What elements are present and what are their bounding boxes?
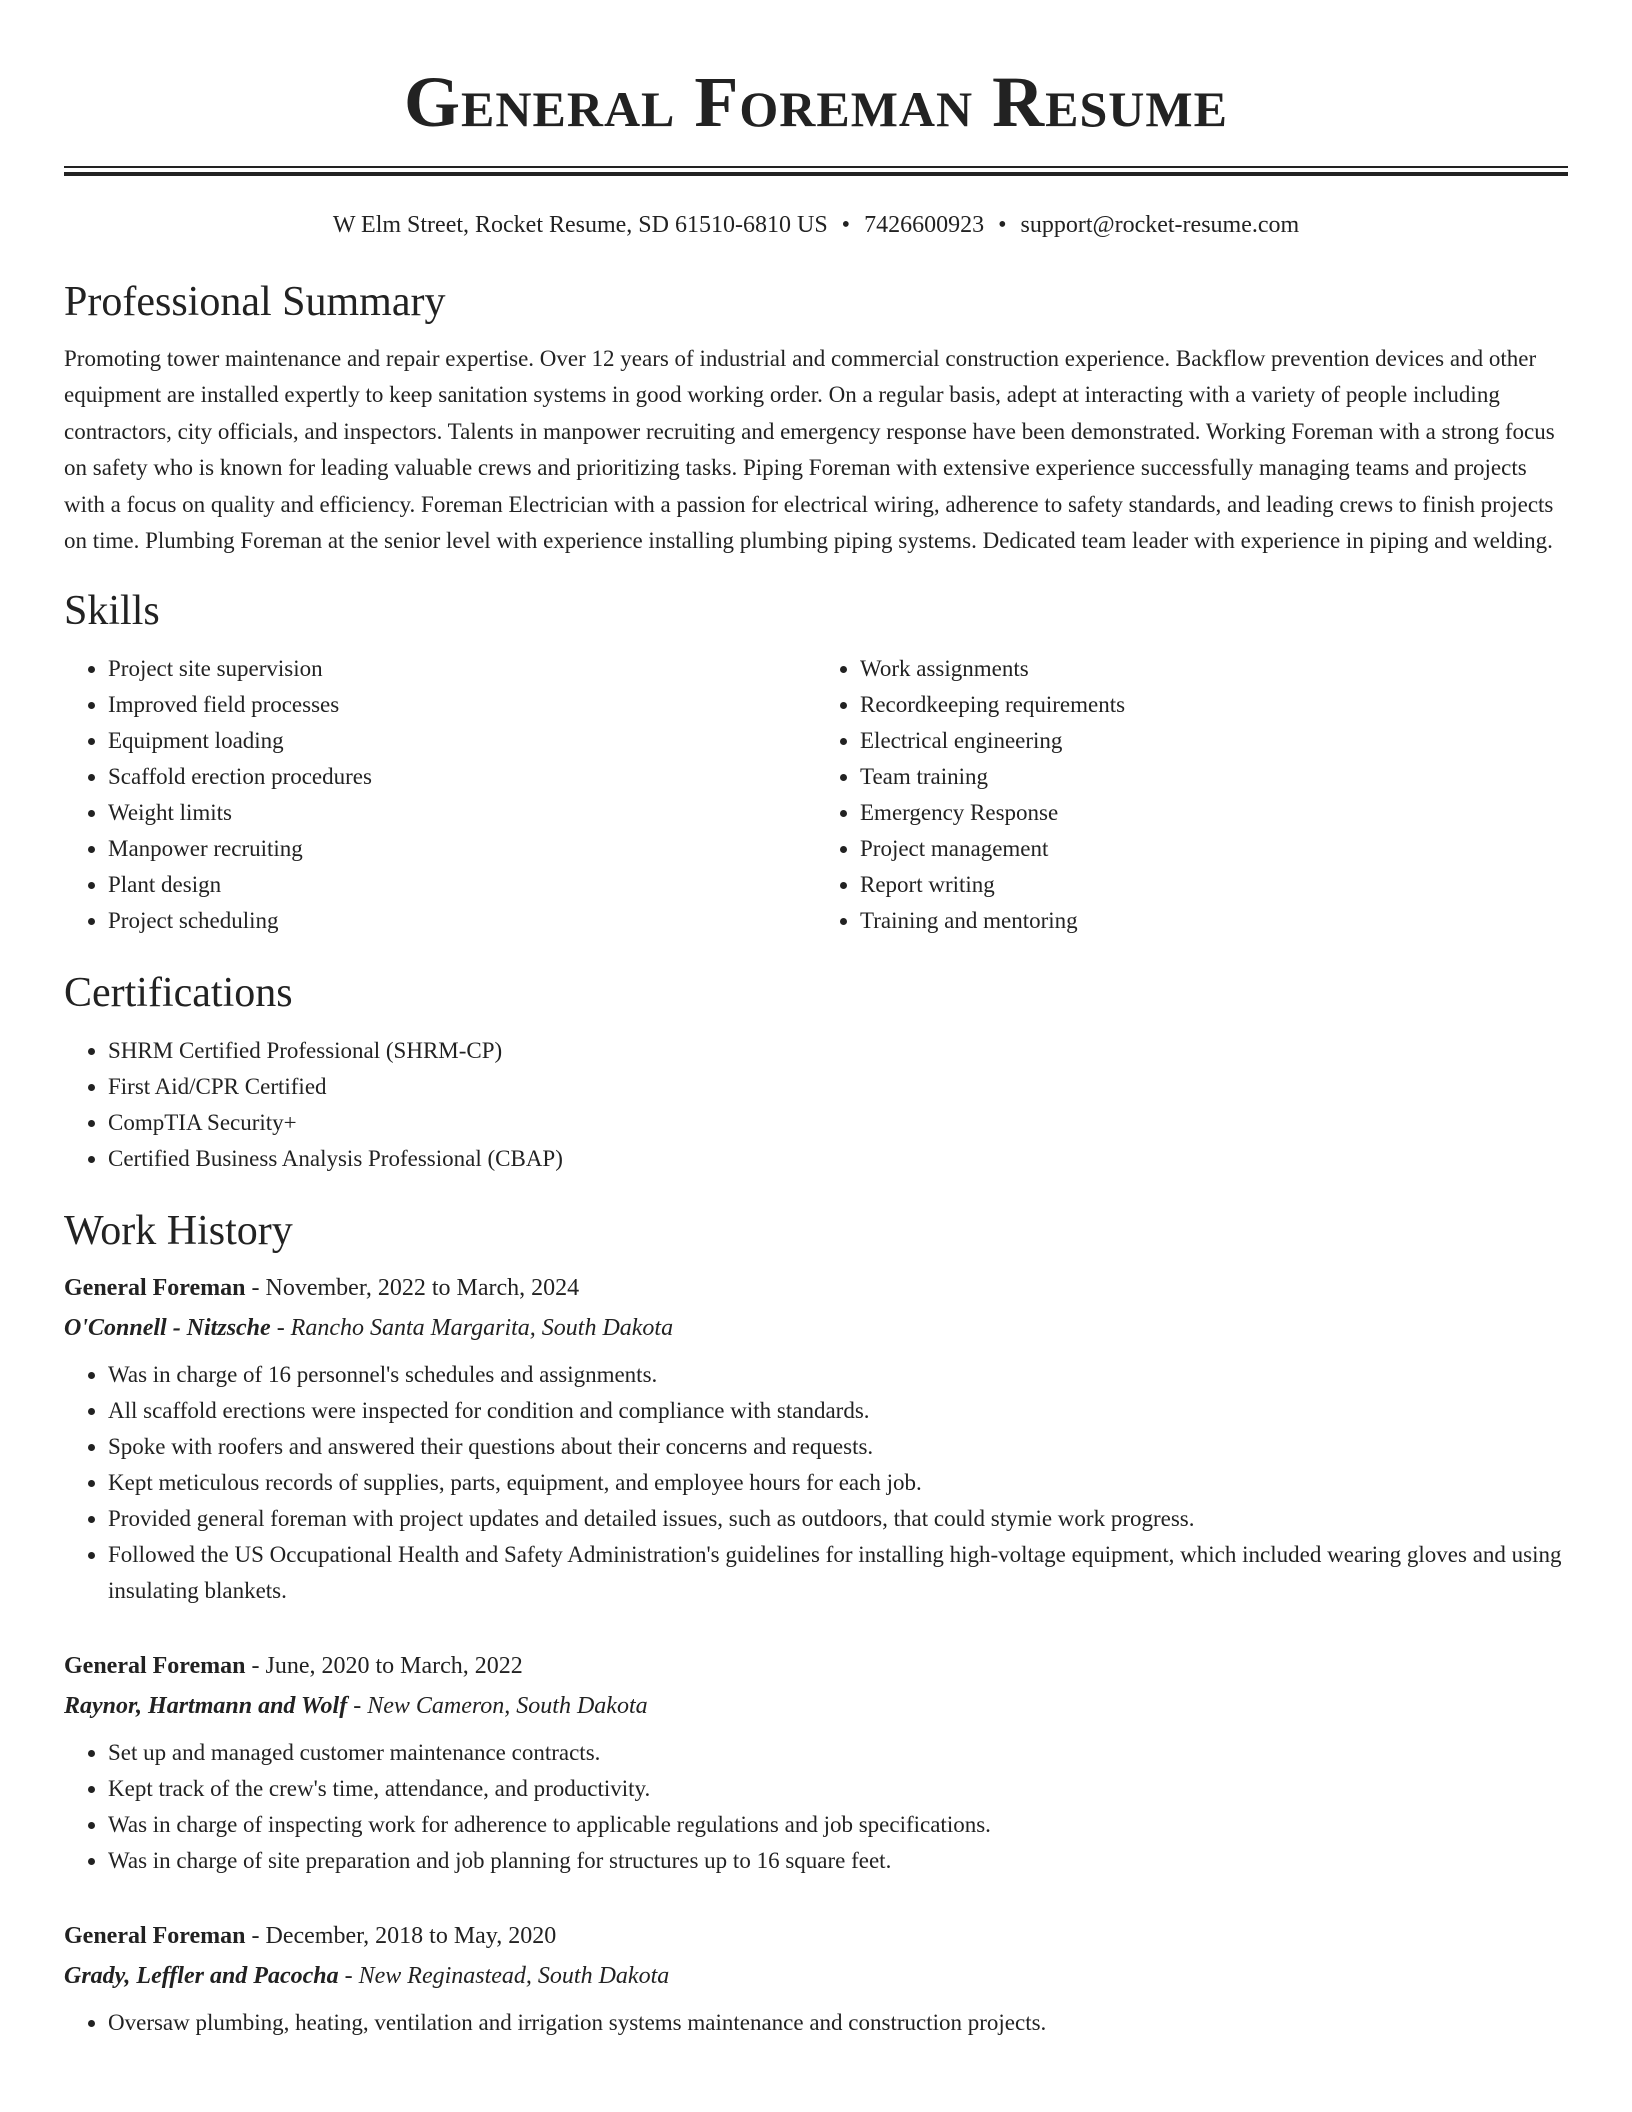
job-entry: [64, 1649, 1568, 1879]
job-location: - New Cameron, South Dakota: [347, 1693, 648, 1720]
resume-page: [64, 0, 1568, 2041]
job-title-line: [64, 1919, 1568, 1953]
skill-item: • Emergency Response: [860, 795, 1568, 831]
skill-item: • Project management: [860, 831, 1568, 867]
contact-line: [64, 210, 1568, 240]
skill-item: • Scaffold erection procedures: [108, 759, 816, 795]
certifications-list: [64, 1033, 1568, 1177]
skill-item: • Plant design: [108, 867, 816, 903]
job-duty-item: • Spoke with roofers and answered their questions about their concerns and requests.: [108, 1429, 1568, 1465]
summary-text: Promoting tower maintenance and repair expertise. Over 12 years of industrial and commercial construction experience. Backflow prevention devices and other equipment are installed expertly to keep sanitation systems in good working order. On a regular basis, adept at interacting with a variety of people including contractors, city officials, and inspectors. Talents in manpower recruiting and emergency response have been demonstrated. Working Foreman with a strong focus on safety who is known for leading valuable crews and prioritizing tasks. Piping Foreman with extensive experience successfully managing teams and projects with a focus on quality and efficiency. Foreman Electrician with a passion for electrical wiring, adherence to safety standards, and leading crews to finish projects on time. Plumbing Foreman at the senior level with experience installing plumbing piping systems. Dedicated team leader with experience in piping and welding.: [64, 346, 1555, 554]
resume-title: General Foreman Resume: [404, 62, 1228, 142]
work-history-section: [64, 1207, 1568, 2041]
job-duty-item: • Set up and managed customer maintenance contracts.: [108, 1735, 1568, 1771]
job-company: O'Connell - Nitzsche: [64, 1315, 271, 1342]
job-company-line: [64, 1959, 1568, 1993]
title-divider: [64, 166, 1568, 176]
job-entry: [64, 1271, 1568, 1609]
skill-item: • Equipment loading: [108, 723, 816, 759]
contact-email: support@rocket-resume.com: [1020, 212, 1300, 238]
skill-item: • Project site supervision: [108, 651, 816, 687]
job-title-line: [64, 1649, 1568, 1683]
skill-item: • Team training: [860, 759, 1568, 795]
skill-item: • Report writing: [860, 867, 1568, 903]
skill-item: • Training and mentoring: [860, 903, 1568, 939]
job-duty-item: • Followed the US Occupational Health and Safety Administration's guidelines for installing high-voltage equipment, which included wearing gloves and using insulating blankets.: [108, 1537, 1568, 1609]
job-duties-list: [64, 1735, 1568, 1879]
job-location: - New Reginastead, South Dakota: [338, 1963, 670, 1990]
summary-heading: Professional Summary: [64, 279, 446, 325]
skill-item: • Improved field processes: [108, 687, 816, 723]
job-duty-item: • Was in charge of inspecting work for adherence to applicable regulations and job specifications.: [108, 1807, 1568, 1843]
job-title-line: [64, 1271, 1568, 1305]
job-duty-item: • Provided general foreman with project updates and detailed issues, such as outdoors, that could stymie work progress.: [108, 1501, 1568, 1537]
job-duties-list: [64, 2005, 1568, 2041]
job-dates: - November, 2022 to March, 2024: [245, 1275, 580, 1302]
skills-heading: Skills: [64, 588, 160, 635]
job-duty-item: • Was in charge of 16 personnel's schedules and assignments.: [108, 1357, 1568, 1393]
job-duties-list: [64, 1357, 1568, 1609]
job-company-line: [64, 1311, 1568, 1345]
contact-address: W Elm Street, Rocket Resume, SD 61510-6810 US: [332, 212, 828, 238]
certification-item: • First Aid/CPR Certified: [108, 1069, 1568, 1105]
skill-item: • Weight limits: [108, 795, 816, 831]
summary-section: [64, 278, 1568, 559]
job-role: General Foreman: [64, 1923, 246, 1950]
job-company: Raynor, Hartmann and Wolf: [64, 1693, 348, 1720]
job-duty-item: • Was in charge of site preparation and job planning for structures up to 16 square feet.: [108, 1843, 1568, 1879]
job-location: - Rancho Santa Margarita, South Dakota: [270, 1315, 674, 1342]
skill-item: • Recordkeeping requirements: [860, 687, 1568, 723]
skill-item: • Manpower recruiting: [108, 831, 816, 867]
skills-columns: [64, 651, 1568, 939]
job-duty-item: • All scaffold erections were inspected for condition and compliance with standards.: [108, 1393, 1568, 1429]
job-dates: - June, 2020 to March, 2022: [245, 1653, 523, 1680]
job-company-line: [64, 1689, 1568, 1723]
certifications-section: [64, 969, 1568, 1177]
job-duty-item: • Oversaw plumbing, heating, ventilation and irrigation systems maintenance and construction projects.: [108, 2005, 1568, 2041]
job-role: General Foreman: [64, 1275, 246, 1302]
contact-separator: •: [998, 212, 1007, 238]
skill-item: • Project scheduling: [108, 903, 816, 939]
certification-item: • Certified Business Analysis Professional (CBAP): [108, 1141, 1568, 1177]
contact-phone: 7426600923: [864, 212, 985, 238]
certification-item: • SHRM Certified Professional (SHRM-CP): [108, 1033, 1568, 1069]
job-duty-item: • Kept track of the crew's time, attendance, and productivity.: [108, 1771, 1568, 1807]
skill-item: • Work assignments: [860, 651, 1568, 687]
job-dates: - December, 2018 to May, 2020: [245, 1923, 557, 1950]
skills-list-right: [816, 651, 1568, 939]
certifications-heading: Certifications: [64, 970, 293, 1017]
job-role: General Foreman: [64, 1653, 246, 1680]
certification-item: • CompTIA Security+: [108, 1105, 1568, 1141]
skills-list-left: [64, 651, 816, 939]
contact-separator: •: [841, 212, 851, 238]
skill-item: • Electrical engineering: [860, 723, 1568, 759]
skills-section: [64, 587, 1568, 939]
work-history-heading: Work History: [64, 1208, 293, 1255]
job-entry: [64, 1919, 1568, 2041]
job-company: Grady, Leffler and Pacocha: [64, 1963, 339, 1990]
job-duty-item: • Kept meticulous records of supplies, parts, equipment, and employee hours for each job.: [108, 1465, 1568, 1501]
